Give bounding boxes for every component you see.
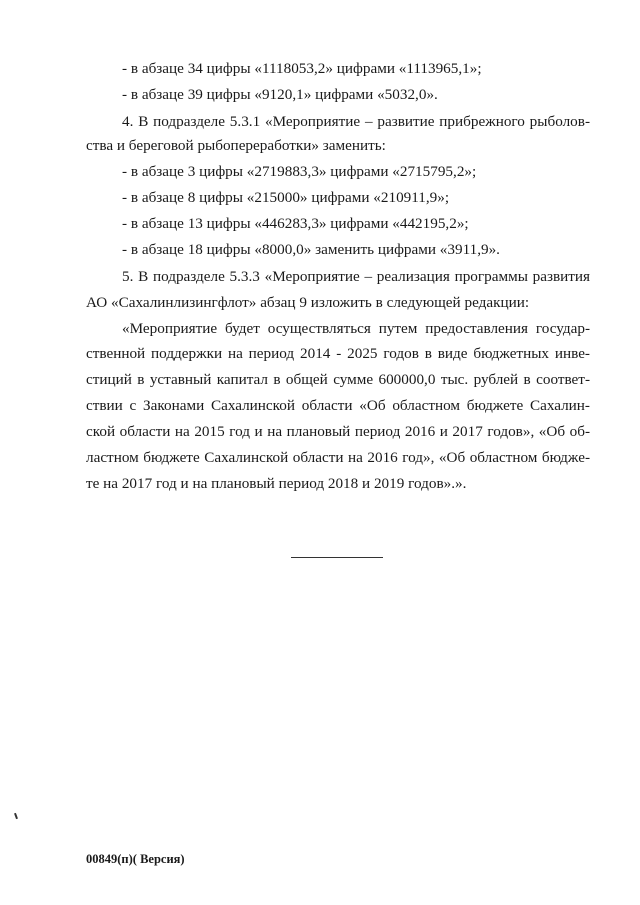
text-line-15: ской области на 2015 год и на плановый период 2016 и 2017 годов», «Об об- xyxy=(86,423,590,440)
text-line-13: стиций в уставный капитал в общей сумме 600000,0 тыс. рублей в соответ- xyxy=(86,371,590,388)
text-line-12: ственной поддержки на период 2014 - 2025 годов в виде бюджетных инве- xyxy=(86,345,590,362)
text-line-8: - в абзаце 18 цифры «8000,0» заменить цифрами «3911,9». xyxy=(122,241,500,258)
text-line-17: те на 2017 год и на плановый период 2018 и 2019 годов».». xyxy=(86,475,467,492)
text-line-2: - в абзаце 39 цифры «9120,1» цифрами «5032,0». xyxy=(122,86,438,103)
end-separator-line xyxy=(291,557,383,558)
scan-mark xyxy=(14,813,18,819)
text-line-11: «Мероприятие будет осуществляться путем предоставления государ- xyxy=(122,320,590,337)
text-line-1: - в абзаце 34 цифры «1118053,2» цифрами «1113965,1»; xyxy=(122,60,482,77)
text-line-7: - в абзаце 13 цифры «446283,3» цифрами «442195,2»; xyxy=(122,215,469,232)
text-line-14: ствии с Законами Сахалинской области «Об областном бюджете Сахалин- xyxy=(86,397,590,414)
text-line-16: ластном бюджете Сахалинской области на 2016 год», «Об областном бюдже- xyxy=(86,449,590,466)
text-line-10: АО «Сахалинлизингфлот» абзац 9 изложить в следующей редакции: xyxy=(86,294,530,311)
text-line-3: 4. В подразделе 5.3.1 «Мероприятие – развитие прибрежного рыболов- xyxy=(122,113,590,130)
text-line-9: 5. В подразделе 5.3.3 «Мероприятие – реализация программы развития xyxy=(122,268,590,285)
document-footer-code: 00849(п)( Версия) xyxy=(86,852,185,866)
text-line-6: - в абзаце 8 цифры «215000» цифрами «210911,9»; xyxy=(122,189,450,206)
text-line-4: ства и береговой рыбопереработки» заменить: xyxy=(86,137,386,154)
text-line-5: - в абзаце 3 цифры «2719883,3» цифрами «2715795,2»; xyxy=(122,163,477,180)
